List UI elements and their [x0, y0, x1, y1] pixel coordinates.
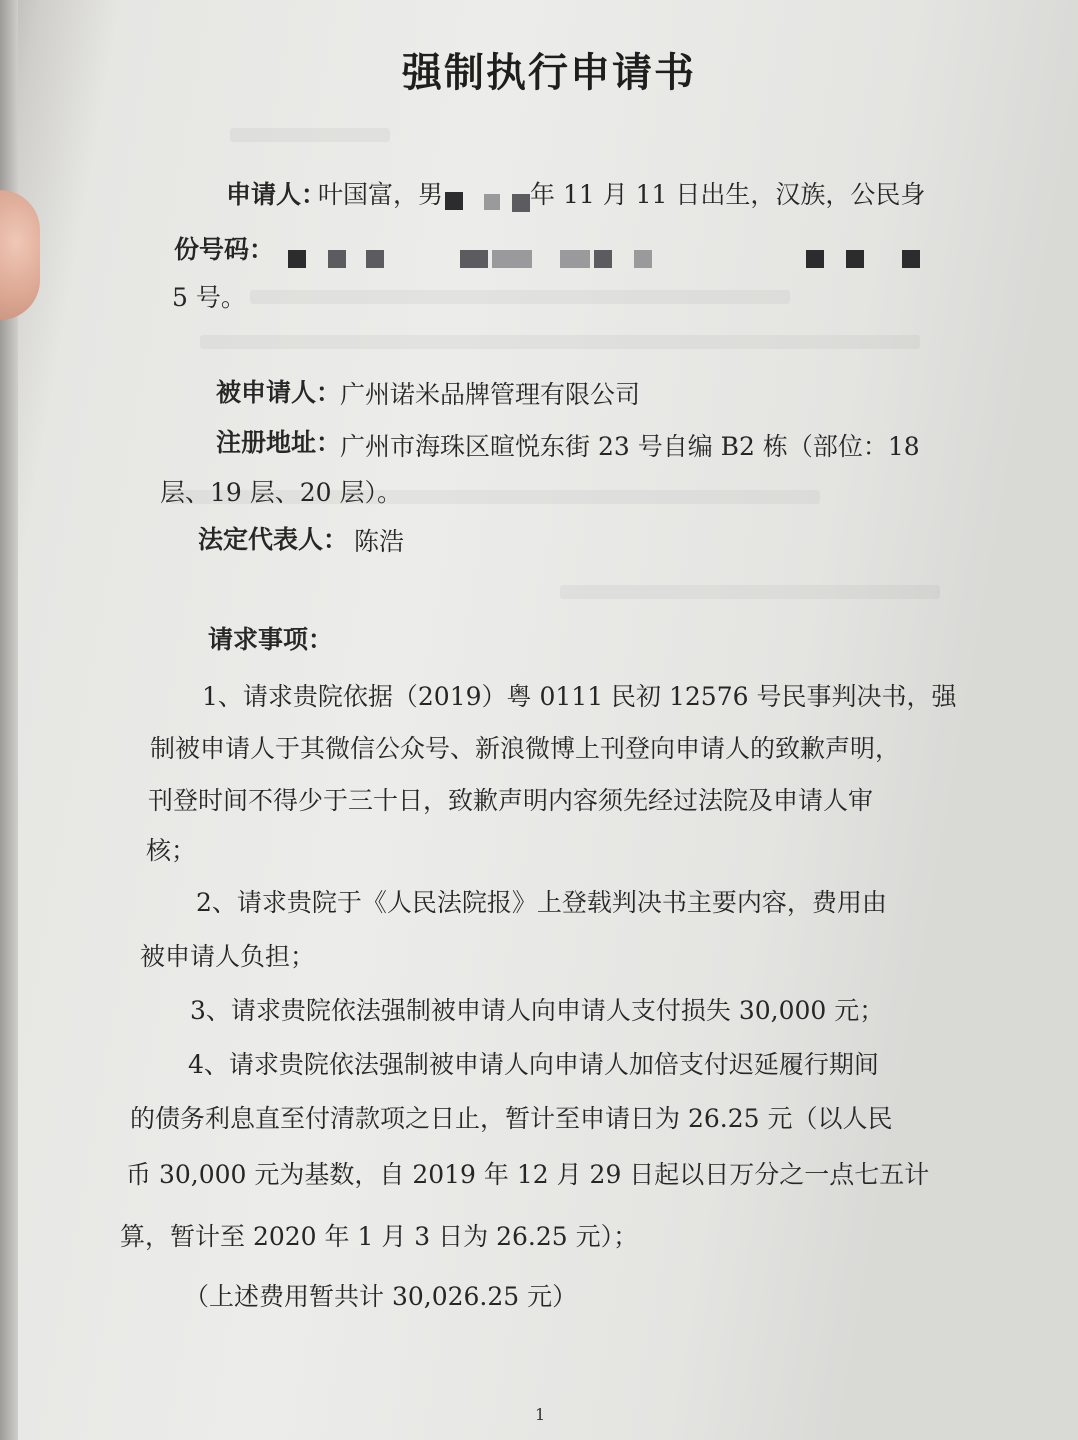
registered-address-label: 注册地址： [216, 428, 342, 457]
redaction-mark [594, 250, 612, 268]
request-2-line2: 被申请人负担； [140, 942, 316, 971]
redaction-mark [512, 194, 530, 212]
legal-representative-label: 法定代表人： [198, 525, 349, 554]
registered-address-line1: 广州市海珠区暄悦东街 23 号自编 B2 栋（部位：18 [340, 432, 920, 461]
request-1-line2: 制被申请人于其微信公众号、新浪微博上刊登向申请人的致歉声明， [150, 734, 901, 763]
redaction-mark [484, 194, 500, 210]
request-3-line1: 3、请求贵院依法强制被申请人向申请人支付损失 30,000 元； [190, 996, 885, 1025]
request-4-line1: 4、请求贵院依法强制被申请人向申请人加倍支付迟延履行期间 [188, 1050, 879, 1079]
document-title: 强制执行申请书 [402, 49, 696, 96]
request-1-line3: 刊登时间不得少于三十日，致歉声明内容须先经过法院及申请人审 [148, 786, 874, 815]
redaction-mark [460, 250, 488, 268]
applicant-label: 申请人： [226, 180, 327, 209]
bleed-through-mark [200, 335, 920, 349]
redaction-mark [846, 250, 864, 268]
redaction-mark [560, 250, 590, 268]
total-amount: （上述费用暂共计 30,026.25 元） [184, 1282, 578, 1311]
id-number-label: 份号码： [174, 235, 275, 264]
request-4-line4: 算，暂计至 2020 年 1 月 3 日为 26.25 元）； [120, 1222, 639, 1251]
page-number: 1 [535, 1405, 546, 1424]
respondent-name: 广州诺米品牌管理有限公司 [340, 380, 641, 409]
applicant-name: 叶国富，男 [318, 180, 444, 209]
redaction-mark [328, 250, 346, 268]
request-4-line2: 的债务利息直至付清款项之日止，暂计至申请日为 26.25 元（以人民 [130, 1104, 893, 1133]
redaction-mark [902, 250, 920, 268]
redaction-mark [445, 192, 463, 210]
bleed-through-mark [230, 128, 390, 142]
respondent-label: 被申请人： [216, 378, 342, 407]
request-1-line4: 核； [146, 836, 197, 865]
requests-heading: 请求事项： [208, 625, 334, 654]
redaction-mark [366, 250, 384, 268]
redaction-mark [634, 250, 652, 268]
redaction-mark [806, 250, 824, 268]
redaction-mark [492, 250, 532, 268]
address-end: 5 号。 [172, 283, 246, 312]
legal-representative-name: 陈浩 [354, 527, 405, 556]
bleed-through-mark [560, 585, 940, 599]
registered-address-line2: 层、19 层、20 层）。 [160, 478, 403, 507]
redaction-mark [288, 250, 306, 268]
bleed-through-mark [250, 290, 790, 304]
request-2-line1: 2、请求贵院于《人民法院报》上登载判决书主要内容，费用由 [196, 888, 887, 917]
request-4-line3: 币 30,000 元为基数，自 2019 年 12 月 29 日起以日万分之一点七五计 [126, 1160, 930, 1189]
applicant-birth: 年 11 月 11 日出生，汉族，公民身 [530, 180, 926, 209]
request-1-line1: 1、请求贵院依据（2019）粤 0111 民初 12576 号民事判决书，强 [202, 682, 957, 711]
